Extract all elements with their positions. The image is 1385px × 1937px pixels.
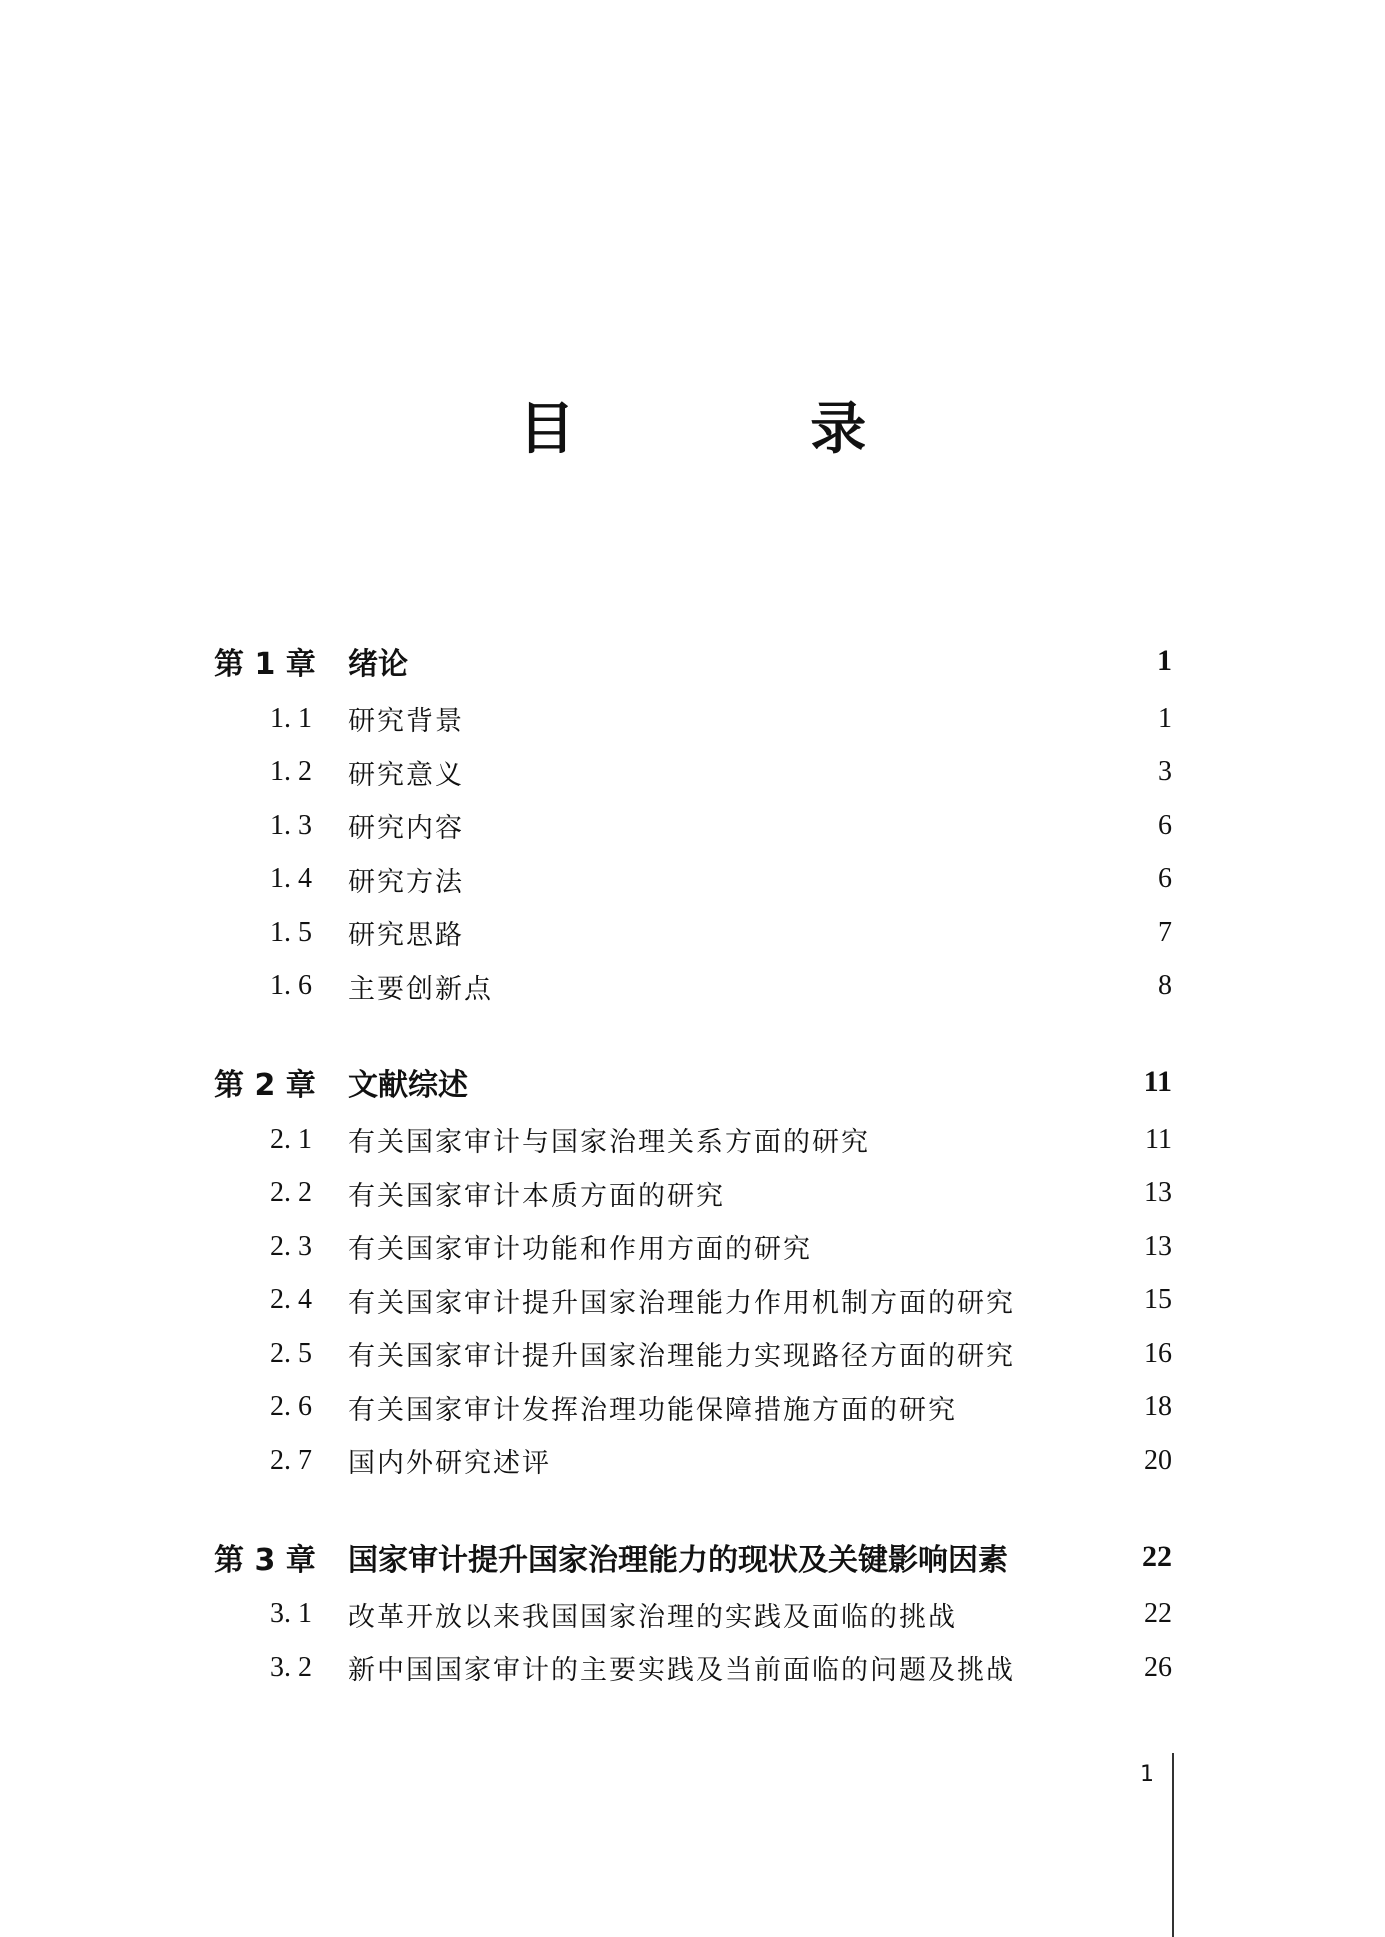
section-title: 有关国家审计功能和作用方面的研究 <box>348 1234 812 1266</box>
table-of-contents <box>214 630 1172 1733</box>
toc-entry[interactable] <box>214 1274 1172 1328</box>
margin-rule <box>1172 1753 1174 1937</box>
chapter-heading[interactable] <box>214 630 1172 692</box>
toc-entry[interactable] <box>214 960 1172 1014</box>
section-page-number: 11 <box>1145 1123 1172 1155</box>
section-page-number: 26 <box>1144 1651 1172 1683</box>
section-title: 新中国国家审计的主要实践及当前面临的问题及挑战 <box>348 1655 1015 1687</box>
section-title: 有关国家审计提升国家治理能力作用机制方面的研究 <box>348 1287 1015 1319</box>
section-page-number: 20 <box>1144 1444 1172 1476</box>
section-number: 2. 2 <box>270 1177 312 1209</box>
chapter-title: 绪论 <box>348 647 408 682</box>
page-title: 目 录 <box>518 397 975 462</box>
section-number: 2. 3 <box>270 1230 312 1262</box>
toc-entry[interactable] <box>214 746 1172 800</box>
toc-entry[interactable] <box>214 1641 1172 1695</box>
toc-entry[interactable] <box>214 692 1172 746</box>
chapter-title: 文献综述 <box>348 1068 468 1103</box>
section-number: 1. 3 <box>270 809 312 841</box>
section-title: 改革开放以来我国国家治理的实践及面临的挑战 <box>348 1601 957 1633</box>
section-page-number: 3 <box>1158 756 1172 788</box>
chapter-2 <box>214 1051 1172 1488</box>
section-title: 研究背景 <box>348 706 464 738</box>
section-page-number: 18 <box>1144 1391 1172 1423</box>
page-number: 1 <box>1140 1762 1154 1787</box>
section-page-number: 15 <box>1144 1284 1172 1316</box>
section-number: 2. 4 <box>270 1284 312 1316</box>
chapter-number: 第 3 章 <box>214 1542 316 1578</box>
chapter-page-number: 11 <box>1143 1065 1172 1098</box>
section-page-number: 22 <box>1144 1598 1172 1630</box>
section-page-number: 6 <box>1158 809 1172 841</box>
section-number: 1. 4 <box>270 863 312 895</box>
section-title: 研究思路 <box>348 920 464 952</box>
section-number: 3. 2 <box>270 1651 312 1683</box>
section-page-number: 7 <box>1158 916 1172 948</box>
section-page-number: 6 <box>1158 863 1172 895</box>
section-title: 有关国家审计本质方面的研究 <box>348 1180 725 1212</box>
toc-entry[interactable] <box>214 1167 1172 1221</box>
chapter-title: 国家审计提升国家治理能力的现状及关键影响因素 <box>348 1542 1008 1578</box>
chapter-1 <box>214 630 1172 1013</box>
section-page-number: 13 <box>1144 1177 1172 1209</box>
section-number: 3. 1 <box>270 1598 312 1630</box>
chapter-number: 第 2 章 <box>214 1068 316 1103</box>
chapter-3 <box>214 1526 1172 1695</box>
chapter-page-number: 1 <box>1157 644 1172 677</box>
section-page-number: 13 <box>1144 1230 1172 1262</box>
section-number: 1. 5 <box>270 916 312 948</box>
section-title: 有关国家审计与国家治理关系方面的研究 <box>348 1127 870 1159</box>
toc-entry[interactable] <box>214 1327 1172 1381</box>
section-title: 有关国家审计提升国家治理能力实现路径方面的研究 <box>348 1341 1015 1373</box>
section-number: 1. 1 <box>270 702 312 734</box>
toc-entry[interactable] <box>214 1434 1172 1488</box>
section-number: 1. 6 <box>270 970 312 1002</box>
toc-entry[interactable] <box>214 1220 1172 1274</box>
toc-entry[interactable] <box>214 1381 1172 1435</box>
section-title: 国内外研究述评 <box>348 1448 551 1480</box>
section-title: 研究内容 <box>348 813 464 845</box>
chapter-number: 第 1 章 <box>214 647 316 682</box>
section-number: 2. 6 <box>270 1391 312 1423</box>
section-title: 主要创新点 <box>348 973 493 1005</box>
toc-entry[interactable] <box>214 906 1172 960</box>
section-number: 1. 2 <box>270 756 312 788</box>
toc-entry[interactable] <box>214 1113 1172 1167</box>
section-number: 2. 7 <box>270 1444 312 1476</box>
section-title: 有关国家审计发挥治理功能保障措施方面的研究 <box>348 1394 957 1426</box>
section-number: 2. 5 <box>270 1337 312 1369</box>
section-page-number: 1 <box>1158 702 1172 734</box>
chapter-page-number: 22 <box>1142 1539 1172 1573</box>
toc-entry[interactable] <box>214 799 1172 853</box>
section-page-number: 16 <box>1144 1337 1172 1369</box>
section-page-number: 8 <box>1158 970 1172 1002</box>
toc-entry[interactable] <box>214 1588 1172 1642</box>
chapter-heading[interactable] <box>214 1051 1172 1113</box>
section-title: 研究方法 <box>348 866 464 898</box>
chapter-heading[interactable] <box>214 1526 1172 1588</box>
section-number: 2. 1 <box>270 1123 312 1155</box>
section-title: 研究意义 <box>348 759 464 791</box>
toc-entry[interactable] <box>214 853 1172 907</box>
